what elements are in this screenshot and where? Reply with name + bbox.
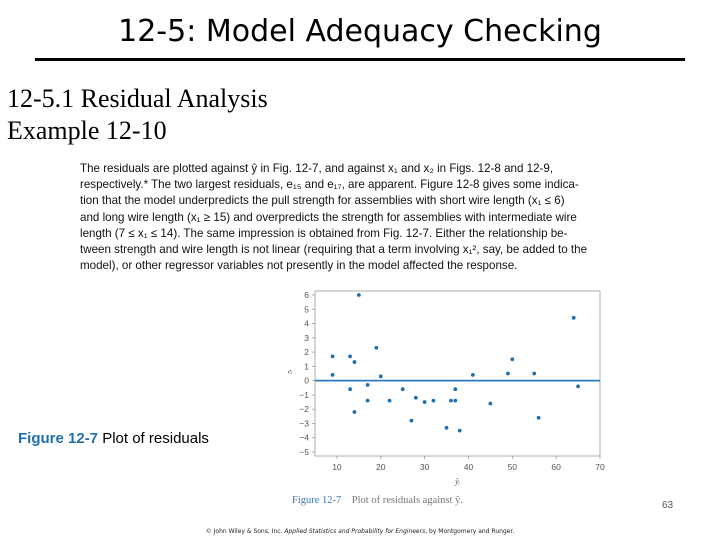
residual-point xyxy=(357,293,361,297)
paragraph-line: The residuals are plotted against ŷ in Fig. 12-7, and against x₁ and x₂ in Figs. 12-8 and 12-9, xyxy=(80,162,554,175)
residual-scatter-plot xyxy=(280,285,605,495)
residual-point xyxy=(348,387,352,391)
y-tick-label: 1 xyxy=(304,361,309,372)
residual-point xyxy=(431,399,435,403)
figure-caption xyxy=(292,495,463,506)
copyright-footer xyxy=(0,528,720,535)
caption-number: Figure 12-7 xyxy=(292,495,342,506)
x-tick-label: 10 xyxy=(332,462,342,472)
x-tick-label: 50 xyxy=(507,462,518,472)
residual-point xyxy=(506,372,510,376)
footer-suffix: , by Montgomery and Runger. xyxy=(425,528,515,535)
residual-point xyxy=(366,399,370,403)
residual-point xyxy=(410,419,414,423)
paragraph-line: tion that the model underpredicts the pull strength for assemblies with short wire length (x₁ ≤ 6) xyxy=(80,194,565,208)
residual-point xyxy=(366,383,370,387)
y-tick-label: 3 xyxy=(304,332,309,343)
y-tick-label: 4 xyxy=(304,318,309,329)
residual-point xyxy=(423,400,427,404)
y-tick-label: −5 xyxy=(299,447,309,457)
y-tick-label: −3 xyxy=(299,418,309,429)
slide-title: 12-5: Model Adequacy Checking xyxy=(118,14,602,49)
paragraph-line: length (7 ≤ x₁ ≤ 14). The same impression is obtained from Fig. 12-7. Either the relationship be- xyxy=(80,226,568,240)
residual-point xyxy=(388,399,392,403)
title-underline xyxy=(35,58,685,61)
residual-point xyxy=(401,387,405,391)
y-tick-label: 0 xyxy=(304,375,309,386)
paragraph-line: tween strength and wire length is not linear (requiring that a term involving x₁², say, be added to the xyxy=(80,243,588,257)
section-heading: 12-5.1 Residual Analysis xyxy=(7,84,268,113)
figure-label xyxy=(18,430,209,447)
y-tick-label: −4 xyxy=(299,432,309,443)
residual-point xyxy=(331,354,335,358)
residual-point xyxy=(353,360,357,364)
caption-text: Plot of residuals against ŷ. xyxy=(351,495,463,506)
x-axis-label: ŷᵢ xyxy=(455,477,460,486)
y-tick-label: 2 xyxy=(304,347,309,358)
residual-point xyxy=(576,384,580,388)
residual-point xyxy=(537,416,541,420)
residual-point xyxy=(348,354,352,358)
residual-point xyxy=(414,396,418,400)
x-tick-label: 60 xyxy=(551,462,561,472)
residual-point xyxy=(532,372,536,376)
example-paragraph xyxy=(80,161,592,274)
residual-point xyxy=(488,402,492,406)
x-tick-label: 30 xyxy=(419,462,430,472)
paragraph-line: respectively.* The two largest residuals, e₁₅ and e₁₇, are apparent. Figure 12-8 gives some indica- xyxy=(80,178,579,192)
residual-point xyxy=(449,399,453,403)
y-tick-label: 5 xyxy=(304,304,309,315)
residual-point xyxy=(353,410,357,414)
footer-prefix: © John Wiley & Sons, Inc. xyxy=(205,528,285,535)
residual-point xyxy=(458,429,462,433)
residual-point xyxy=(572,316,576,320)
paragraph-line: and long wire length (x₁ ≥ 15) and overpredicts the strength for assemblies with intermediate wire xyxy=(80,210,577,224)
figure-number: Figure 12-7 xyxy=(18,430,99,447)
residual-point xyxy=(471,373,475,377)
y-tick-label: −2 xyxy=(299,404,309,415)
footer-book-title: Applied Statistics and Probability for Engineers xyxy=(284,528,426,535)
residual-point xyxy=(453,387,457,391)
residual-point xyxy=(331,373,335,377)
y-tick-label: −1 xyxy=(299,389,309,400)
residual-point xyxy=(445,426,449,430)
residual-point xyxy=(379,374,383,378)
example-heading: Example 12-10 xyxy=(7,116,167,145)
figure-title: Plot of residuals xyxy=(102,430,209,447)
residual-point xyxy=(510,357,514,361)
y-axis-label: eᵢ xyxy=(288,366,293,376)
paragraph-line: model), or other regressor variables not presently in the model affected the response. xyxy=(80,259,518,273)
x-tick-label: 20 xyxy=(376,462,386,472)
x-tick-label: 40 xyxy=(463,462,474,472)
residual-point xyxy=(374,346,378,350)
residual-point xyxy=(453,399,457,403)
y-tick-label: 6 xyxy=(304,290,309,300)
x-tick-label: 70 xyxy=(595,462,605,472)
plot-frame xyxy=(315,291,600,456)
page-number: 63 xyxy=(662,500,674,511)
